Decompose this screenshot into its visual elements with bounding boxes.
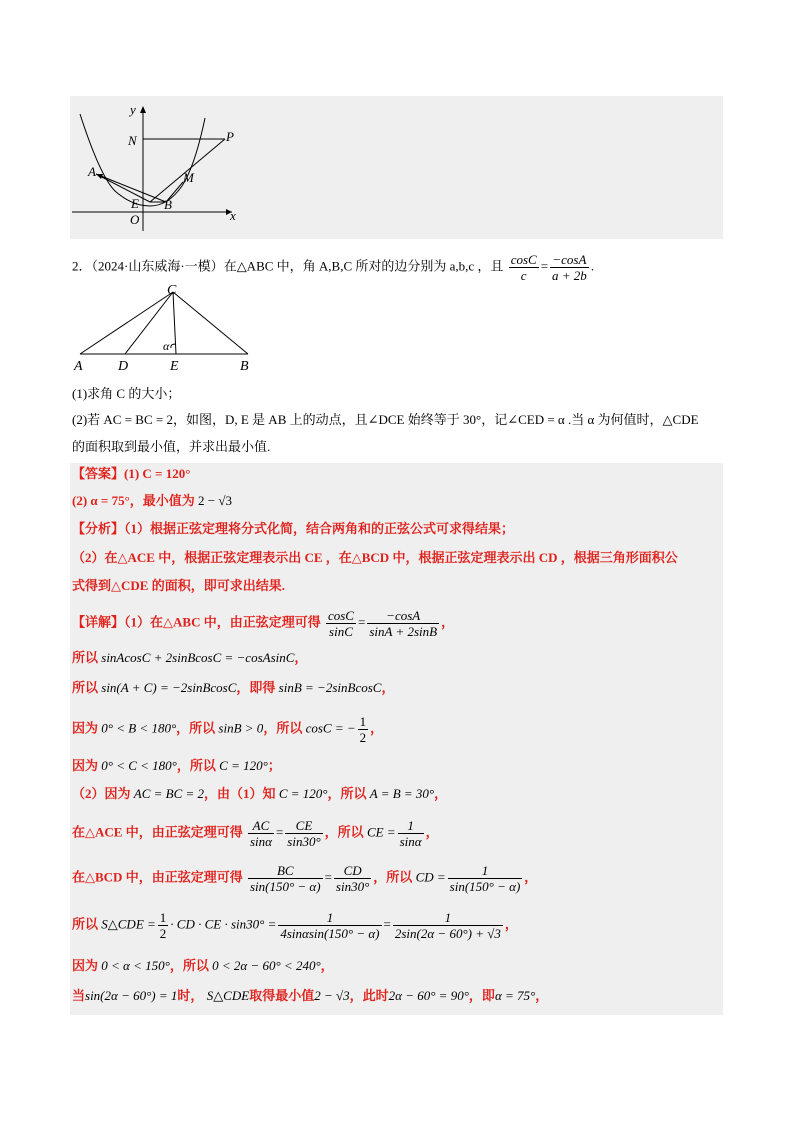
detail-line-9: 所以 S△CDE = $\frac{1}{2}$ · CD · CE · sin30° = $\frac{1}{4\sin\alpha\sin(150^\circ - \alpha)}$ = $\frac{1}{2\sin(2\alpha - 60^\circ) + √3}$ ， — [72, 910, 518, 941]
answer-line-2 — [72, 493, 232, 509]
condition-lhs: $\frac{\cos C}{c}$ — [510, 252, 537, 283]
label-O: O — [130, 212, 140, 227]
label-C: C — [167, 283, 177, 298]
label-E: E — [170, 359, 179, 374]
label-A: A — [74, 359, 83, 374]
parabola-diagram — [70, 96, 270, 239]
detail-line-10: 因为 0 < α < 150°，所以 0 < 2α − 60° < 240°， — [72, 958, 334, 973]
label-B: B — [240, 359, 249, 374]
question-part-2-line-2: 的面积取到最小值，并求出最小值. — [72, 439, 271, 454]
detail-line-3: 所以 sin(A + C) = −2sinBcosC，即得 sinB = −2sinBcosC， — [72, 680, 395, 695]
detail-line-6: （2）因为 AC = BC = 2，由（1）知 C = 120°，所以 A = B = 30°， — [72, 786, 448, 801]
detail-line-11: 当sin(2α − 60°) = 1时， S△CDE取得最小值2 − √3，此时2α − 60° = 90°，即α = 75°， — [72, 988, 549, 1003]
label-M: M — [183, 170, 194, 185]
label-P: P — [226, 129, 234, 144]
answer-label: 【答案】 — [72, 466, 125, 481]
label-B: B — [164, 197, 172, 212]
analysis-line-3: 式得到△CDE 的面积，即可求出结果. — [72, 578, 285, 593]
question-part-1: (1)求角 C 的大小； — [72, 386, 181, 401]
parabola-left — [80, 114, 150, 206]
analysis-line-1: 【分析】（1）根据正弦定理将分式化简，结合两角和的正弦公式可求得结果； — [72, 521, 515, 536]
label-E: E — [131, 196, 139, 211]
analysis-line-2: （2）在△ACE 中，根据正弦定理表示出 CE ，在△BCD 中，根据正弦定理表示出 CD ，根据三角形面积公 — [72, 550, 678, 565]
label-A: A — [88, 164, 96, 179]
question-part-2-line-1: (2)若 AC = BC = 2，如图，D, E 是 AB 上的动点，且∠DCE 始终等于 30°，记∠CED = α .当 α 为何值时，△CDE — [72, 412, 699, 427]
segment-AE — [96, 174, 150, 202]
detail-line-1: 【详解】（1）在△ABC 中，由正弦定理可得 $\frac{\cos C}{\sin C}$ = $\frac{-\cos A}{\sin A + 2\sin B}$ ， — [72, 608, 455, 639]
analysis-label: 【分析】 — [72, 521, 125, 536]
triangle-diagram — [70, 282, 270, 374]
label-N: N — [128, 133, 137, 148]
y-axis-arrow — [140, 106, 146, 113]
detail-label: 【详解】 — [72, 614, 125, 630]
condition-rhs: $\frac{-\cos A}{a + 2b}$ — [552, 252, 587, 283]
answer-line-1 — [72, 466, 190, 482]
detail-line-4: 因为 0° < B < 180°，所以 sinB > 0，所以 cosC = − $\frac{1}{2}$ ， — [72, 714, 384, 745]
label-D: D — [118, 359, 129, 374]
detail-line-2: 所以 sinAcosC + 2sinBcosC = −cosAsinC， — [72, 650, 308, 665]
label-x: x — [230, 208, 236, 223]
label-alpha: α — [163, 339, 170, 353]
segment-CB — [173, 292, 248, 354]
question-number: 2． — [72, 258, 92, 274]
segment-CA — [80, 292, 173, 354]
answer-part-2: (2) α = 75°，最小值为 — [72, 493, 195, 508]
detail-line-5: 因为 0° < C < 180°，所以 C = 120°； — [72, 758, 281, 773]
label-y: y — [130, 102, 136, 117]
detail-line-8: 在△BCD 中，由正弦定理可得 $\frac{BC}{\sin(150^\circ - \alpha)}$ = $\frac{CD}{\sin 30^\circ}$ ，所以 CD = $\frac{1}{\sin(150^\circ - \alpha)}$ ， — [72, 863, 538, 894]
answer-part-1: (1) C = 120° — [124, 466, 191, 481]
detail-line-7: 在△ACE 中，由正弦定理可得 $\frac{AC}{\sin\alpha}$ = $\frac{CE}{\sin 30^\circ}$ ，所以 CE = $\frac{1}{\sin\alpha}$ ， — [72, 818, 439, 849]
question-text: 在△ABC 中，角 A,B,C 所对的边分别为 a,b,c ，且 — [223, 258, 504, 274]
question-source: （2024·山东威海·一模） — [91, 258, 224, 274]
answer-min-value: 2 − √3 — [198, 493, 232, 508]
parabola-right — [150, 118, 205, 206]
question-2-stem: 2．（2024·山东威海·一模）在△ABC 中，角 A,B,C 所对的边分别为 a,b,c ，且 $\frac{\cos C}{c}$ = $\frac{-\cos A}{a + 2b}$ . — [72, 252, 595, 283]
